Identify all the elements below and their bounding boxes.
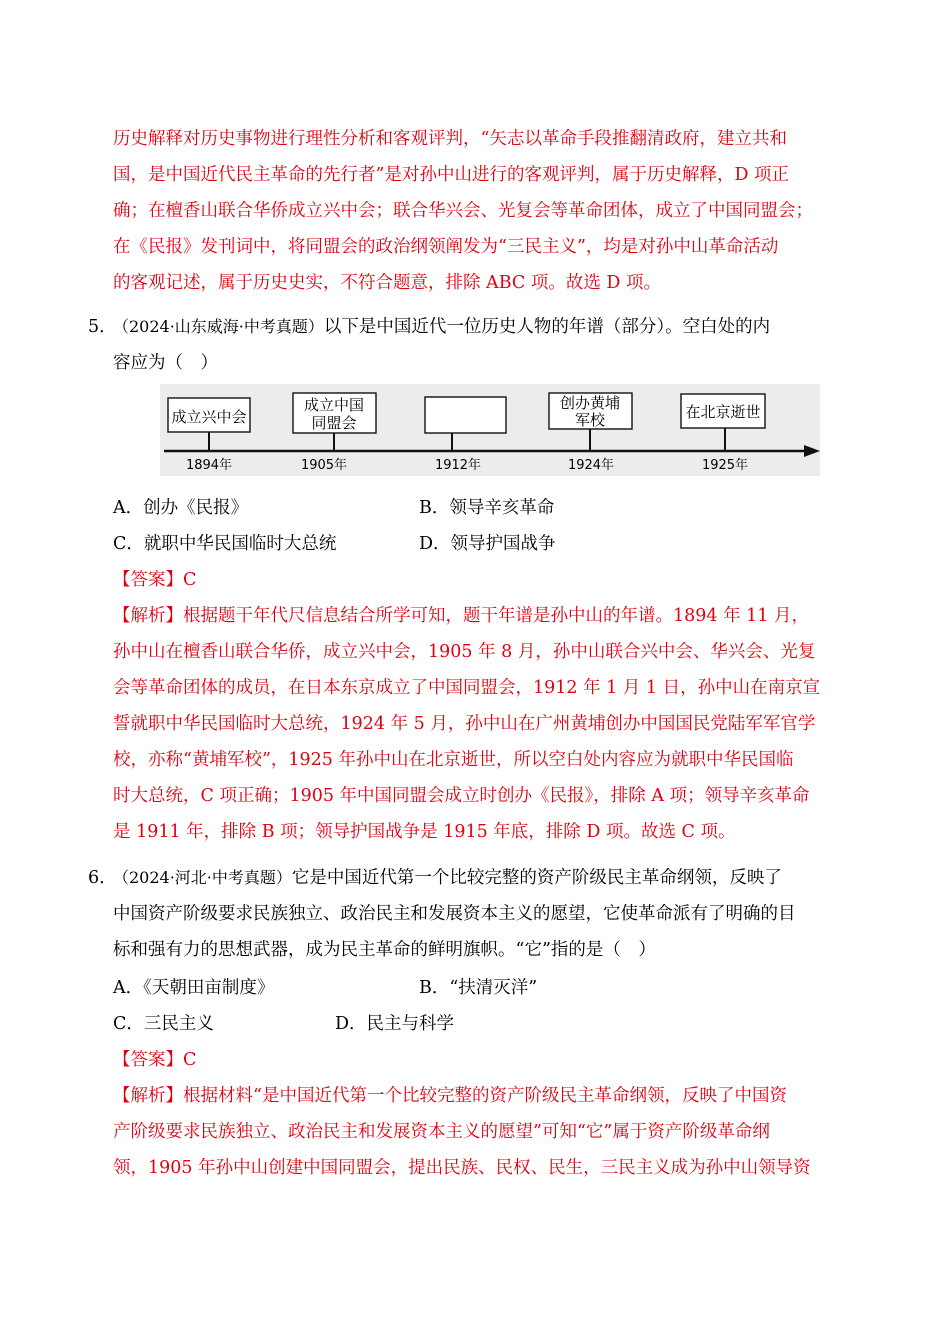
question-source: （2024·河北·中考真题） xyxy=(113,868,292,887)
question-stem: 中国资产阶级要求民族独立、政治民主和发展资本主义的愿望，它使革命派有了明确的目 xyxy=(113,904,796,924)
option-a[interactable]: A．创办《民报》 xyxy=(113,498,249,518)
timeline-year: 1912年 xyxy=(434,458,482,473)
answer: 【答案】C xyxy=(113,1050,197,1070)
timeline-figure xyxy=(160,384,820,476)
question-stem: 容应为（ ） xyxy=(113,353,218,373)
timeline-box-blank xyxy=(425,397,506,433)
intro-line: 历史解释对历史事物进行理性分析和客观评判，“矢志以革命手段推翻清政府，建立共和 xyxy=(113,129,787,149)
timeline-year: 1905年 xyxy=(300,458,348,473)
timeline-label: 成立中国 xyxy=(303,396,365,414)
analysis-tag: 【解析】 xyxy=(113,1086,183,1106)
question-stem: 它是中国近代第一个比较完整的资产阶级民主革命纲领，反映了 xyxy=(291,868,782,888)
question-number: 5． xyxy=(88,317,117,337)
answer: 【答案】C xyxy=(113,570,197,590)
question-stem: 以下是中国近代一位历史人物的年谱（部分）。空白处的内 xyxy=(323,317,771,337)
timeline-label: 军校 xyxy=(574,411,606,429)
timeline-label: 成立兴中会 xyxy=(171,408,247,426)
analysis-line: 会等革命团体的成员，在日本东京成立了中国同盟会，1912 年 1 月 1 日，孙中山在南京宣 xyxy=(113,678,821,698)
analysis-line: 誓就职中华民国临时大总统，1924 年 5 月，孙中山在广州黄埔创办中国国民党陆军军官学 xyxy=(113,714,816,734)
option-a[interactable]: A．《天朝田亩制度》 xyxy=(113,978,275,998)
intro-line: 国，是中国近代民主革命的先行者”是对孙中山进行的客观评判，属于历史解释，D 项正 xyxy=(113,165,790,185)
option-c[interactable]: C．就职中华民国临时大总统 xyxy=(113,534,337,554)
timeline-label: 创办黄埔 xyxy=(559,394,621,412)
question-number: 6． xyxy=(88,868,117,888)
analysis-line: 孙中山在檀香山联合华侨，成立兴中会，1905 年 8 月，孙中山联合兴中会、华兴会、光复 xyxy=(113,642,816,662)
analysis-tag: 【解析】 xyxy=(113,606,183,626)
timeline-year: 1894年 xyxy=(185,458,233,473)
analysis-line: 校，亦称“黄埔军校”，1925 年孙中山在北京逝世，所以空白处内容应为就职中华民国临 xyxy=(113,750,794,770)
analysis-line: 产阶级要求民族独立、政治民主和发展资本主义的愿望”可知“它”属于资产阶级革命纲 xyxy=(113,1122,770,1142)
option-d[interactable]: D．领导护国战争 xyxy=(419,534,556,554)
timeline-year: 1925年 xyxy=(701,458,749,473)
intro-line: 在《民报》发刊词中，将同盟会的政治纲领阐发为“三民主义”，均是对孙中山革命活动 xyxy=(113,237,779,257)
option-b[interactable]: B．“扶清灭洋” xyxy=(419,978,538,998)
option-b[interactable]: B．领导辛亥革命 xyxy=(419,498,555,518)
question-stem: 标和强有力的思想武器，成为民主革命的鲜明旗帜。“它”指的是（ ） xyxy=(113,940,656,960)
timeline-label: 在北京逝世 xyxy=(685,403,761,421)
analysis-line: 根据题干年代尺信息结合所学可知，题干年谱是孙中山的年谱。1894 年 11 月， xyxy=(183,606,809,626)
question-source: （2024·山东威海·中考真题） xyxy=(113,317,324,336)
option-d[interactable]: D．民主与科学 xyxy=(335,1014,455,1034)
timeline-year: 1924年 xyxy=(567,458,615,473)
timeline-label: 同盟会 xyxy=(311,414,357,432)
analysis-line: 领，1905 年孙中山创建中国同盟会，提出民族、民权、民生，三民主义成为孙中山领导资 xyxy=(113,1158,811,1178)
analysis-line: 根据材料“是中国近代第一个比较完整的资产阶级民主革命纲领，反映了中国资 xyxy=(183,1086,787,1106)
analysis-line: 时大总统，C 项正确；1905 年中国同盟会成立时创办《民报》，排除 A 项；领导辛亥革命 xyxy=(113,786,810,806)
analysis-line: 是 1911 年，排除 B 项；领导护国战争是 1915 年底，排除 D 项。故选 C 项。 xyxy=(113,822,736,842)
intro-line: 确；在檀香山联合华侨成立兴中会；联合华兴会、光复会等革命团体，成立了中国同盟会； xyxy=(113,201,813,221)
intro-line: 的客观记述，属于历史史实，不符合题意，排除 ABC 项。故选 D 项。 xyxy=(113,273,661,293)
option-c[interactable]: C．三民主义 xyxy=(113,1014,214,1034)
